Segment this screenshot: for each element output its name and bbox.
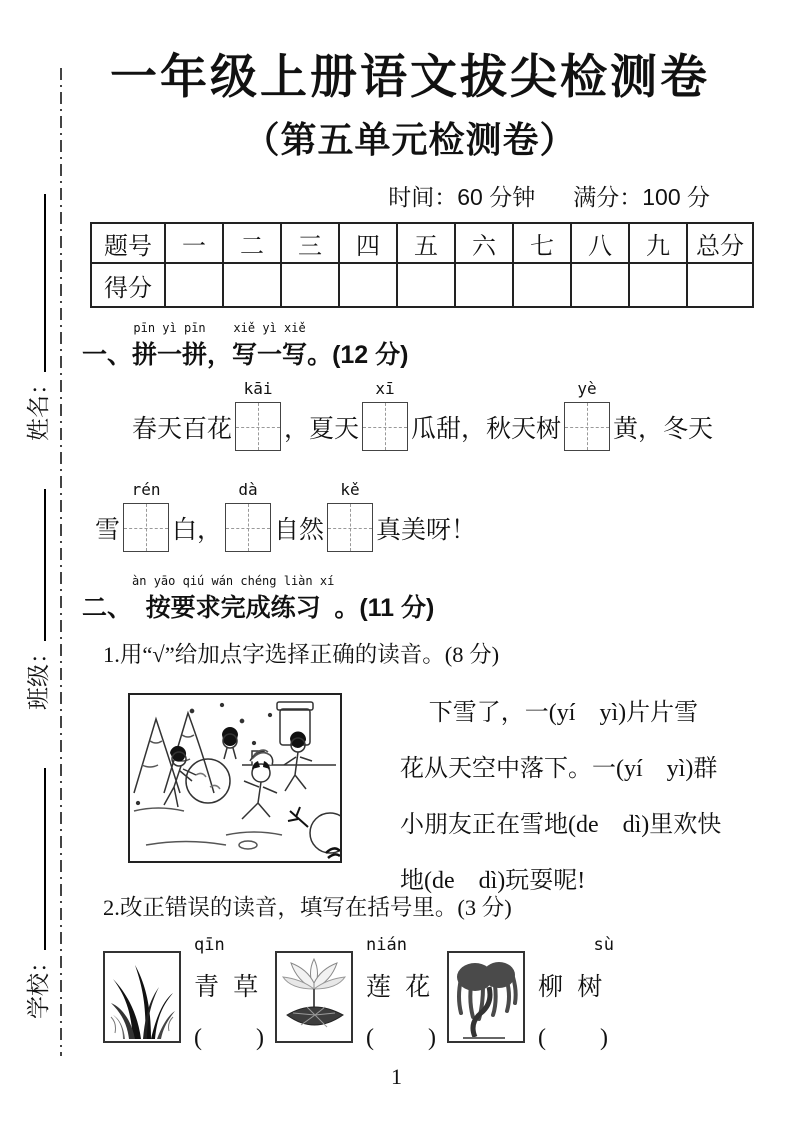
student-school-field: [20, 751, 51, 1019]
writing-grid-box: [235, 379, 281, 451]
pinyin-annotation: xī: [375, 379, 395, 398]
passage-line: 地(de dì)玩耍呢!: [400, 868, 586, 894]
pinyin-annotation: xiě yì xiě: [233, 321, 306, 335]
section1-points: 。(12 分): [307, 341, 409, 369]
grass-image: [103, 951, 181, 1043]
pinyin-annotation: nián: [366, 935, 407, 955]
section2-heading: [82, 575, 434, 624]
score-cell: [687, 263, 753, 307]
score-cell: [165, 263, 223, 307]
exam-meta: [388, 179, 710, 212]
score-cell: [397, 263, 455, 307]
score-cell: [223, 263, 281, 307]
passage-line: 小朋友正在雪地(de dì)里欢快: [400, 812, 722, 838]
class-label: 班级：: [26, 641, 51, 710]
name-blank: [21, 194, 46, 372]
pinyin-annotation: dà: [238, 480, 258, 499]
writing-grid-box: [225, 480, 271, 552]
pinyin-annotation: àn yāo qiú wán chéng liàn xí: [132, 574, 335, 588]
section1-heading: 一、 pīn yì pīn 拼一拼 ， xiě yì xiě 写一写 。(12 分): [82, 321, 409, 369]
reading-passage: [400, 685, 746, 909]
writing-grid-box: [123, 480, 169, 552]
pinyin-annotation: sù: [593, 935, 614, 955]
pinyin-annotation: kāi: [243, 379, 273, 398]
score-header-cell: 三: [281, 223, 339, 263]
section1-title-part1: pīn yì pīn 拼一拼: [132, 321, 208, 369]
section1-title-part2: xiě yì xiě 写一写: [232, 321, 308, 369]
school-label: 学校：: [26, 950, 51, 1019]
score-header-cell: 八: [571, 223, 629, 263]
section2-points: 。(11 分): [334, 594, 435, 622]
passage-line: 花从天空中落下。一(yí yì)群: [400, 756, 718, 782]
score-table: [90, 222, 754, 308]
time-limit: 时间：60 分钟: [388, 184, 536, 210]
section1-number: 一、: [82, 341, 133, 369]
q2-item-labels: [366, 935, 446, 1052]
pinyin-annotation: qīn: [194, 935, 225, 955]
q2-item-labels: [194, 935, 274, 1052]
score-cell: [629, 263, 687, 307]
score-header-cell: 四: [339, 223, 397, 263]
name-label: 姓名：: [26, 372, 51, 441]
pinyin-annotation: yè: [577, 379, 597, 398]
question2-label: 2.改正错误的读音，填写在括号里。(3 分): [103, 895, 512, 920]
score-cell: [571, 263, 629, 307]
score-header-cell: 五: [397, 223, 455, 263]
q2-item-willow: [447, 935, 619, 1052]
score-header-cell: 题号: [91, 223, 165, 263]
score-cell: [339, 263, 397, 307]
item-word: 柳 树: [538, 974, 607, 1001]
page-subtitle: （第五单元检测卷）: [243, 119, 577, 160]
willow-tree-image: [447, 951, 525, 1043]
score-table-score-row: [91, 263, 753, 307]
student-class-field: [20, 460, 51, 710]
item-word: 青 草: [194, 974, 263, 1001]
answer-parentheses: ( ): [538, 1025, 610, 1051]
section2-number: 二、: [82, 594, 133, 622]
score-header-cell: 六: [455, 223, 513, 263]
section2-title: àn yāo qiú wán chéng liàn xí 按要求完成练习: [132, 574, 335, 622]
student-name-field: [20, 161, 51, 441]
score-cell: [513, 263, 571, 307]
page-title: 一年级上册语文拔尖检测卷: [110, 50, 710, 103]
fill-in-line-2: 雪 rén 白， dà 自然 kě 真美呀！: [90, 503, 476, 552]
score-header-cell: 二: [223, 223, 281, 263]
score-row-label: 得分: [91, 263, 165, 307]
item-word: 莲 花: [366, 974, 435, 1001]
class-blank: [21, 489, 46, 641]
score-header-cell: 一: [165, 223, 223, 263]
score-cell: [455, 263, 513, 307]
score-table-header-row: [91, 223, 753, 263]
answer-parentheses: ( ): [194, 1025, 266, 1051]
score-header-cell: 七: [513, 223, 571, 263]
writing-grid-box: [327, 480, 373, 552]
q2-item-grass: [103, 935, 275, 1052]
score-cell: [281, 263, 339, 307]
question2-items: [103, 935, 619, 1052]
score-header-cell: 九: [629, 223, 687, 263]
pinyin-annotation: kě: [340, 480, 360, 499]
page-number: 1: [391, 1064, 402, 1089]
score-header-cell: 总分: [687, 223, 753, 263]
full-score: 满分：100 分: [573, 184, 710, 210]
q2-item-labels: [538, 935, 618, 1052]
pinyin-annotation: rén: [131, 480, 161, 499]
snow-scene-illustration: [128, 693, 342, 863]
lotus-image: [275, 951, 353, 1043]
fill-in-line-1: 春天百花 kāi ，夏天 xī 瓜甜，秋天树 yè 黄，冬天: [90, 402, 713, 451]
writing-grid-box: [564, 379, 610, 451]
question1-content: [128, 693, 746, 909]
passage-line: 下雪了，一(yí yì)片片雪: [428, 700, 699, 726]
answer-parentheses: ( ): [366, 1025, 438, 1051]
school-blank: [21, 768, 46, 950]
pinyin-annotation: pīn yì pīn: [133, 321, 206, 335]
q2-item-lotus: [275, 935, 447, 1052]
writing-grid-box: [362, 379, 408, 451]
question1-label: 1.用“√”给加点字选择正确的读音。(8 分): [103, 642, 500, 667]
fold-line: [60, 68, 62, 1056]
